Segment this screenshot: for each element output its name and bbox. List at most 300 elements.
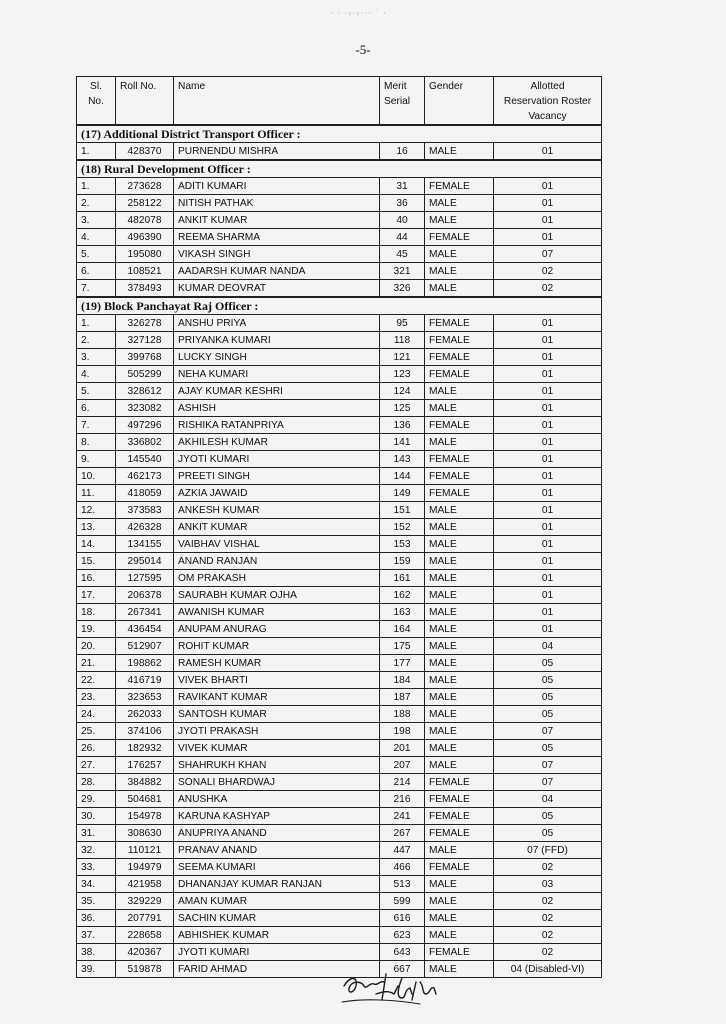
cell-name: ANSHU PRIYA — [174, 315, 380, 332]
cell-vacancy: 07 — [494, 757, 602, 774]
cell-name: JYOTI KUMARI — [174, 944, 380, 961]
cell-vacancy: 07 (FFD) — [494, 842, 602, 859]
cell-merit-serial: 241 — [380, 808, 425, 825]
cell-gender: FEMALE — [425, 825, 494, 842]
cell-gender: FEMALE — [425, 315, 494, 332]
cell-gender: FEMALE — [425, 366, 494, 383]
table-row — [77, 672, 602, 689]
cell-gender: FEMALE — [425, 332, 494, 349]
cell-name: SACHIN KUMAR — [174, 910, 380, 927]
table-row — [77, 485, 602, 502]
header-roll-no: Roll No. — [116, 77, 174, 126]
cell-roll-no: 273628 — [116, 178, 174, 195]
cell-vacancy: 01 — [494, 468, 602, 485]
cell-name: AKHILESH KUMAR — [174, 434, 380, 451]
cell-name: PREETI SINGH — [174, 468, 380, 485]
table-row — [77, 740, 602, 757]
table-row — [77, 178, 602, 195]
table-row — [77, 570, 602, 587]
cell-name: NITISH PATHAK — [174, 195, 380, 212]
cell-merit-serial: 161 — [380, 570, 425, 587]
cell-name: AADARSH KUMAR NANDA — [174, 263, 380, 280]
cell-gender: MALE — [425, 876, 494, 893]
cell-gender: FEMALE — [425, 791, 494, 808]
cell-sl-no: 26. — [77, 740, 116, 757]
cell-sl-no: 20. — [77, 638, 116, 655]
cell-merit-serial: 326 — [380, 280, 425, 298]
cell-sl-no: 2. — [77, 195, 116, 212]
table-row — [77, 893, 602, 910]
cell-sl-no: 38. — [77, 944, 116, 961]
cell-gender: MALE — [425, 553, 494, 570]
table-row — [77, 229, 602, 246]
cell-roll-no: 323082 — [116, 400, 174, 417]
cell-name: ANUSHKA — [174, 791, 380, 808]
cell-merit-serial: 16 — [380, 143, 425, 161]
cell-gender: MALE — [425, 212, 494, 229]
cell-roll-no: 329229 — [116, 893, 174, 910]
cell-vacancy: 01 — [494, 434, 602, 451]
cell-vacancy: 05 — [494, 689, 602, 706]
cell-name: VIVEK BHARTI — [174, 672, 380, 689]
cell-vacancy: 01 — [494, 400, 602, 417]
cell-roll-no: 182932 — [116, 740, 174, 757]
cell-sl-no: 1. — [77, 178, 116, 195]
cell-vacancy: 01 — [494, 451, 602, 468]
table-row — [77, 689, 602, 706]
cell-vacancy: 01 — [494, 536, 602, 553]
cell-vacancy: 01 — [494, 349, 602, 366]
table-row — [77, 263, 602, 280]
cell-vacancy: 07 — [494, 246, 602, 263]
cell-sl-no: 15. — [77, 553, 116, 570]
cell-roll-no: 198862 — [116, 655, 174, 672]
cell-sl-no: 33. — [77, 859, 116, 876]
table-row — [77, 910, 602, 927]
cell-name: SONALI BHARDWAJ — [174, 774, 380, 791]
table-row — [77, 621, 602, 638]
cell-name: ANKIT KUMAR — [174, 519, 380, 536]
cell-sl-no: 3. — [77, 212, 116, 229]
cell-gender: MALE — [425, 689, 494, 706]
cell-roll-no: 308630 — [116, 825, 174, 842]
cell-roll-no: 420367 — [116, 944, 174, 961]
cell-name: REEMA SHARMA — [174, 229, 380, 246]
cell-roll-no: 206378 — [116, 587, 174, 604]
cell-sl-no: 14. — [77, 536, 116, 553]
table-row — [77, 451, 602, 468]
table-body — [77, 125, 602, 978]
cell-gender: FEMALE — [425, 229, 494, 246]
cell-roll-no: 378493 — [116, 280, 174, 298]
cell-gender: MALE — [425, 910, 494, 927]
cell-sl-no: 27. — [77, 757, 116, 774]
cell-vacancy: 01 — [494, 332, 602, 349]
cell-gender: MALE — [425, 246, 494, 263]
cell-sl-no: 6. — [77, 400, 116, 417]
cell-name: AZKIA JAWAID — [174, 485, 380, 502]
section-heading: (19) Block Panchayat Raj Officer : — [77, 297, 602, 315]
cell-merit-serial: 177 — [380, 655, 425, 672]
cell-merit-serial: 667 — [380, 961, 425, 978]
cell-sl-no: 12. — [77, 502, 116, 519]
cell-vacancy: 01 — [494, 553, 602, 570]
cell-name: RAMESH KUMAR — [174, 655, 380, 672]
cell-merit-serial: 152 — [380, 519, 425, 536]
cell-name: FARID AHMAD — [174, 961, 380, 978]
cell-merit-serial: 95 — [380, 315, 425, 332]
table-header-row — [77, 77, 602, 126]
cell-gender: FEMALE — [425, 859, 494, 876]
cell-roll-no: 504681 — [116, 791, 174, 808]
cell-gender: MALE — [425, 655, 494, 672]
table-row — [77, 246, 602, 263]
table-row — [77, 502, 602, 519]
table-row — [77, 655, 602, 672]
cell-vacancy: 01 — [494, 143, 602, 161]
cell-merit-serial: 45 — [380, 246, 425, 263]
cell-gender: MALE — [425, 621, 494, 638]
cell-gender: MALE — [425, 723, 494, 740]
cell-merit-serial: 187 — [380, 689, 425, 706]
cell-vacancy: 05 — [494, 808, 602, 825]
cell-merit-serial: 121 — [380, 349, 425, 366]
table-row — [77, 808, 602, 825]
table-row — [77, 723, 602, 740]
table-row — [77, 587, 602, 604]
cell-gender: MALE — [425, 263, 494, 280]
cell-gender: MALE — [425, 927, 494, 944]
cell-gender: FEMALE — [425, 417, 494, 434]
cell-name: ABHISHEK KUMAR — [174, 927, 380, 944]
cell-gender: MALE — [425, 604, 494, 621]
cell-vacancy: 01 — [494, 229, 602, 246]
cell-vacancy: 05 — [494, 655, 602, 672]
cell-name: ANKIT KUMAR — [174, 212, 380, 229]
cell-merit-serial: 164 — [380, 621, 425, 638]
cell-roll-no: 154978 — [116, 808, 174, 825]
cell-vacancy: 02 — [494, 263, 602, 280]
cell-roll-no: 374106 — [116, 723, 174, 740]
cell-merit-serial: 321 — [380, 263, 425, 280]
cell-roll-no: 145540 — [116, 451, 174, 468]
header-vacancy: Allotted Reservation Roster Vacancy — [494, 77, 602, 126]
cell-sl-no: 19. — [77, 621, 116, 638]
cell-name: RISHIKA RATANPRIYA — [174, 417, 380, 434]
cell-roll-no: 482078 — [116, 212, 174, 229]
cell-sl-no: 16. — [77, 570, 116, 587]
cell-sl-no: 9. — [77, 451, 116, 468]
allotment-table — [76, 76, 602, 978]
cell-vacancy: 02 — [494, 927, 602, 944]
cell-sl-no: 29. — [77, 791, 116, 808]
cell-vacancy: 01 — [494, 604, 602, 621]
cell-roll-no: 496390 — [116, 229, 174, 246]
cell-name: DHANANJAY KUMAR RANJAN — [174, 876, 380, 893]
cell-name: ANAND RANJAN — [174, 553, 380, 570]
cell-vacancy: 01 — [494, 366, 602, 383]
cell-name: VAIBHAV VISHAL — [174, 536, 380, 553]
cell-merit-serial: 118 — [380, 332, 425, 349]
cell-vacancy: 02 — [494, 893, 602, 910]
header-gender: Gender — [425, 77, 494, 126]
cell-vacancy: 01 — [494, 178, 602, 195]
header-name: Name — [174, 77, 380, 126]
cell-vacancy: 05 — [494, 672, 602, 689]
cell-vacancy: 01 — [494, 519, 602, 536]
cell-vacancy: 07 — [494, 774, 602, 791]
section-heading-row — [77, 297, 602, 315]
cell-gender: MALE — [425, 587, 494, 604]
cell-roll-no: 428370 — [116, 143, 174, 161]
cell-vacancy: 01 — [494, 315, 602, 332]
cell-vacancy: 01 — [494, 383, 602, 400]
cell-gender: MALE — [425, 143, 494, 161]
cell-sl-no: 22. — [77, 672, 116, 689]
cell-name: OM PRAKASH — [174, 570, 380, 587]
cell-vacancy: 01 — [494, 195, 602, 212]
cell-roll-no: 295014 — [116, 553, 174, 570]
table-row — [77, 774, 602, 791]
cell-roll-no: 176257 — [116, 757, 174, 774]
cell-roll-no: 418059 — [116, 485, 174, 502]
cell-merit-serial: 44 — [380, 229, 425, 246]
cell-roll-no: 110121 — [116, 842, 174, 859]
cell-name: PURNENDU MISHRA — [174, 143, 380, 161]
section-heading-row — [77, 160, 602, 178]
cell-sl-no: 36. — [77, 910, 116, 927]
cell-sl-no: 1. — [77, 315, 116, 332]
section-heading: (17) Additional District Transport Officer : — [77, 125, 602, 143]
cell-sl-no: 8. — [77, 434, 116, 451]
table-row — [77, 927, 602, 944]
cell-vacancy: 04 — [494, 638, 602, 655]
cell-roll-no: 336802 — [116, 434, 174, 451]
cell-merit-serial: 184 — [380, 672, 425, 689]
cell-roll-no: 462173 — [116, 468, 174, 485]
cell-roll-no: 194979 — [116, 859, 174, 876]
cell-vacancy: 01 — [494, 212, 602, 229]
cell-vacancy: 03 — [494, 876, 602, 893]
cell-sl-no: 32. — [77, 842, 116, 859]
cell-vacancy: 02 — [494, 910, 602, 927]
cell-sl-no: 35. — [77, 893, 116, 910]
table-row — [77, 706, 602, 723]
cell-gender: MALE — [425, 383, 494, 400]
cell-vacancy: 02 — [494, 944, 602, 961]
cell-name: KUMAR DEOVRAT — [174, 280, 380, 298]
cell-vacancy: 04 — [494, 791, 602, 808]
cell-name: AMAN KUMAR — [174, 893, 380, 910]
cell-vacancy: 07 — [494, 723, 602, 740]
cell-vacancy: 05 — [494, 825, 602, 842]
cell-sl-no: 3. — [77, 349, 116, 366]
cell-gender: FEMALE — [425, 944, 494, 961]
cell-vacancy: 01 — [494, 417, 602, 434]
cell-vacancy: 02 — [494, 280, 602, 298]
page-number: -5- — [355, 42, 371, 57]
table-row — [77, 332, 602, 349]
cell-merit-serial: 31 — [380, 178, 425, 195]
cell-gender: MALE — [425, 893, 494, 910]
cell-merit-serial: 447 — [380, 842, 425, 859]
cell-sl-no: 2. — [77, 332, 116, 349]
table-row — [77, 638, 602, 655]
cell-gender: MALE — [425, 961, 494, 978]
cell-sl-no: 25. — [77, 723, 116, 740]
cell-merit-serial: 36 — [380, 195, 425, 212]
cell-roll-no: 416719 — [116, 672, 174, 689]
cell-sl-no: 18. — [77, 604, 116, 621]
table-row — [77, 859, 602, 876]
cell-name: ANUPAM ANURAG — [174, 621, 380, 638]
cell-merit-serial: 188 — [380, 706, 425, 723]
cell-roll-no: 262033 — [116, 706, 174, 723]
cell-name: RAVIKANT KUMAR — [174, 689, 380, 706]
cell-gender: MALE — [425, 672, 494, 689]
cell-sl-no: 17. — [77, 587, 116, 604]
table-row — [77, 519, 602, 536]
cell-name: PRANAV ANAND — [174, 842, 380, 859]
cell-gender: FEMALE — [425, 178, 494, 195]
cell-merit-serial: 466 — [380, 859, 425, 876]
cell-roll-no: 519878 — [116, 961, 174, 978]
cell-sl-no: 6. — [77, 263, 116, 280]
table-row — [77, 143, 602, 161]
cell-merit-serial: 124 — [380, 383, 425, 400]
table-row — [77, 417, 602, 434]
cell-name: ANUPRIYA ANAND — [174, 825, 380, 842]
table-row — [77, 434, 602, 451]
cell-roll-no: 108521 — [116, 263, 174, 280]
cell-roll-no: 512907 — [116, 638, 174, 655]
cell-name: ADITI KUMARI — [174, 178, 380, 195]
cell-vacancy: 05 — [494, 706, 602, 723]
cell-merit-serial: 141 — [380, 434, 425, 451]
cell-gender: MALE — [425, 536, 494, 553]
table-row — [77, 553, 602, 570]
scan-artifact: · · · · · — [600, 56, 638, 63]
cell-vacancy: 05 — [494, 740, 602, 757]
cell-merit-serial: 623 — [380, 927, 425, 944]
cell-gender: MALE — [425, 740, 494, 757]
table-row — [77, 876, 602, 893]
cell-vacancy: 01 — [494, 587, 602, 604]
cell-merit-serial: 40 — [380, 212, 425, 229]
cell-roll-no: 373583 — [116, 502, 174, 519]
cell-vacancy: 04 (Disabled-VI) — [494, 961, 602, 978]
table-row — [77, 757, 602, 774]
cell-roll-no: 323653 — [116, 689, 174, 706]
header-merit-serial: Merit Serial — [380, 77, 425, 126]
cell-gender: MALE — [425, 519, 494, 536]
cell-vacancy: 01 — [494, 502, 602, 519]
cell-name: JYOTI KUMARI — [174, 451, 380, 468]
scan-artifact: · · ·‹·›··· ˙ · — [330, 8, 387, 18]
cell-sl-no: 24. — [77, 706, 116, 723]
cell-name: ROHIT KUMAR — [174, 638, 380, 655]
cell-name: SEEMA KUMARI — [174, 859, 380, 876]
cell-roll-no: 258122 — [116, 195, 174, 212]
cell-name: JYOTI PRAKASH — [174, 723, 380, 740]
cell-roll-no: 127595 — [116, 570, 174, 587]
cell-merit-serial: 159 — [380, 553, 425, 570]
cell-gender: FEMALE — [425, 349, 494, 366]
cell-sl-no: 5. — [77, 246, 116, 263]
cell-merit-serial: 267 — [380, 825, 425, 842]
signature — [336, 964, 456, 1008]
cell-merit-serial: 201 — [380, 740, 425, 757]
cell-gender: MALE — [425, 842, 494, 859]
cell-gender: MALE — [425, 757, 494, 774]
table-row — [77, 791, 602, 808]
table-row — [77, 383, 602, 400]
table-row — [77, 315, 602, 332]
cell-sl-no: 34. — [77, 876, 116, 893]
cell-roll-no: 426328 — [116, 519, 174, 536]
cell-gender: MALE — [425, 195, 494, 212]
cell-merit-serial: 144 — [380, 468, 425, 485]
cell-roll-no: 421958 — [116, 876, 174, 893]
cell-name: AJAY KUMAR KESHRI — [174, 383, 380, 400]
cell-sl-no: 7. — [77, 417, 116, 434]
cell-name: SHAHRUKH KHAN — [174, 757, 380, 774]
cell-roll-no: 228658 — [116, 927, 174, 944]
cell-sl-no: 31. — [77, 825, 116, 842]
cell-roll-no: 267341 — [116, 604, 174, 621]
cell-gender: MALE — [425, 638, 494, 655]
cell-gender: FEMALE — [425, 468, 494, 485]
section-heading: (18) Rural Development Officer : — [77, 160, 602, 178]
header-sl-no: Sl. No. — [77, 77, 116, 126]
cell-roll-no: 384882 — [116, 774, 174, 791]
cell-merit-serial: 143 — [380, 451, 425, 468]
cell-merit-serial: 616 — [380, 910, 425, 927]
cell-sl-no: 13. — [77, 519, 116, 536]
table-row — [77, 280, 602, 298]
cell-sl-no: 21. — [77, 655, 116, 672]
cell-roll-no: 134155 — [116, 536, 174, 553]
cell-sl-no: 5. — [77, 383, 116, 400]
cell-name: ANKESH KUMAR — [174, 502, 380, 519]
cell-gender: MALE — [425, 706, 494, 723]
cell-vacancy: 02 — [494, 859, 602, 876]
cell-name: AWANISH KUMAR — [174, 604, 380, 621]
cell-merit-serial: 136 — [380, 417, 425, 434]
cell-gender: FEMALE — [425, 774, 494, 791]
cell-merit-serial: 123 — [380, 366, 425, 383]
cell-name: PRIYANKA KUMARI — [174, 332, 380, 349]
cell-roll-no: 327128 — [116, 332, 174, 349]
cell-vacancy: 01 — [494, 621, 602, 638]
table-row — [77, 842, 602, 859]
cell-merit-serial: 207 — [380, 757, 425, 774]
cell-sl-no: 7. — [77, 280, 116, 298]
table-row — [77, 825, 602, 842]
cell-sl-no: 28. — [77, 774, 116, 791]
table-row — [77, 468, 602, 485]
cell-roll-no: 195080 — [116, 246, 174, 263]
cell-sl-no: 4. — [77, 366, 116, 383]
table-row — [77, 944, 602, 961]
table-row — [77, 349, 602, 366]
cell-roll-no: 497296 — [116, 417, 174, 434]
cell-merit-serial: 125 — [380, 400, 425, 417]
cell-roll-no: 436454 — [116, 621, 174, 638]
cell-name: ASHISH — [174, 400, 380, 417]
cell-merit-serial: 216 — [380, 791, 425, 808]
cell-sl-no: 1. — [77, 143, 116, 161]
